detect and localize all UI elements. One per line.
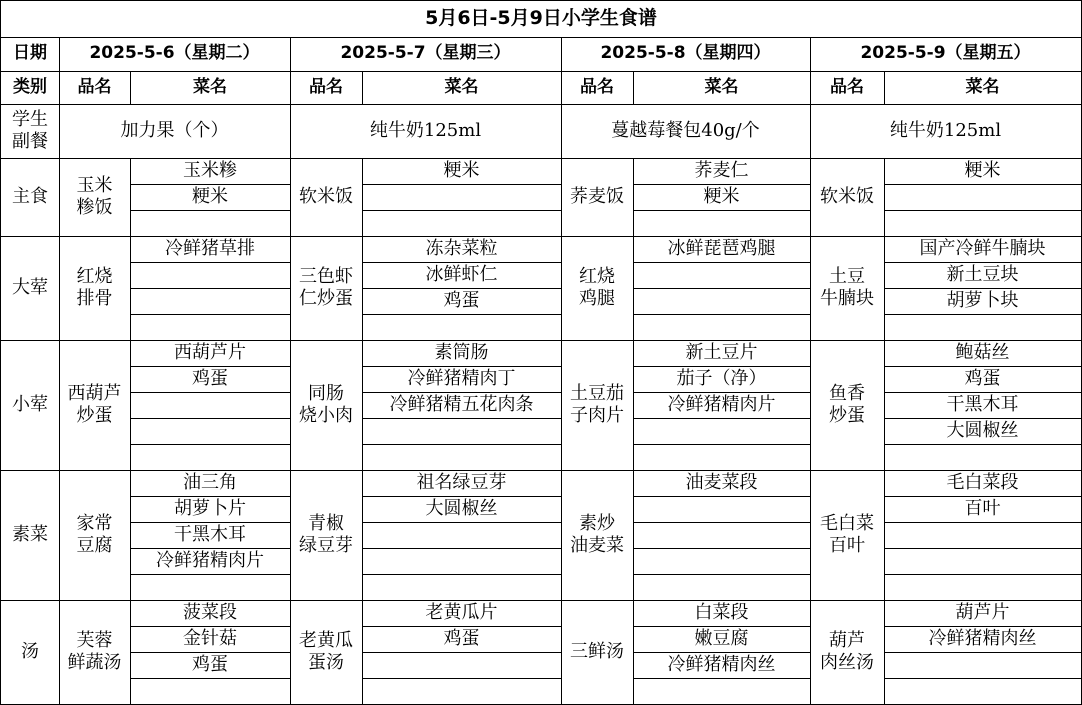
ingredient-cell: 金针菇 [130,626,291,653]
ingredient-cell: 冷鲜猪精肉片 [130,548,291,575]
ingredient-cell: 玉米糁 [130,158,291,185]
ingredient-cell: 胡萝卜块 [884,288,1082,315]
ingredient-cell: 百叶 [884,496,1082,523]
dish-name: 青椒 绿豆芽 [290,470,363,601]
ingredient-cell: 鸡蛋 [884,366,1082,393]
ingredient-cell: 葫芦片 [884,600,1082,627]
ingredient-cell: 茄子（净） [633,366,811,393]
ingredient-cell: 国产冷鲜牛腩块 [884,236,1082,263]
ingredient-cell [884,184,1082,211]
item-header: 品名 [59,71,131,105]
ingredient-cell: 鸡蛋 [130,652,291,679]
ingredient-cell [633,314,811,341]
ingredient-cell: 老黄瓜片 [362,600,562,627]
ingredient-cell [362,678,562,705]
ingredient-cell: 西葫芦片 [130,340,291,367]
ingredient-cell: 冷鲜猪精肉丝 [633,652,811,679]
dish-header: 菜名 [633,71,811,105]
ingredient-cell [884,652,1082,679]
ingredient-cell: 鸡蛋 [130,366,291,393]
ingredient-cell [362,522,562,549]
category-4-label: 汤 [0,600,60,705]
ingredient-cell [130,210,291,237]
category-1-label: 大荤 [0,236,60,341]
ingredient-cell: 荞麦仁 [633,158,811,185]
ingredient-cell [633,418,811,445]
dish-header: 菜名 [362,71,562,105]
dish-name: 鱼香 炒蛋 [810,340,885,471]
ingredient-cell: 粳米 [884,158,1082,185]
ingredient-cell [362,444,562,471]
dish-name: 荞麦饭 [561,158,634,237]
ingredient-cell: 祖名绿豆芽 [362,470,562,497]
ingredient-cell [130,444,291,471]
dish-name: 软米饭 [290,158,363,237]
ingredient-cell [362,574,562,601]
dish-name: 软米饭 [810,158,885,237]
ingredient-cell: 胡萝卜片 [130,496,291,523]
snack-item: 纯牛奶125ml [810,104,1082,159]
category-2-label: 小荤 [0,340,60,471]
ingredient-cell: 油三角 [130,470,291,497]
ingredient-cell [633,288,811,315]
ingredient-cell: 大圆椒丝 [362,496,562,523]
item-header: 品名 [290,71,363,105]
ingredient-cell: 新土豆片 [633,340,811,367]
dish-name: 同肠 烧小肉 [290,340,363,471]
dish-name: 玉米 糁饭 [59,158,131,237]
ingredient-cell: 冷鲜猪精肉片 [633,392,811,419]
ingredient-cell: 鸡蛋 [362,626,562,653]
ingredient-cell [884,574,1082,601]
ingredient-cell [633,262,811,289]
dish-header: 菜名 [884,71,1082,105]
ingredient-cell: 新土豆块 [884,262,1082,289]
ingredient-cell: 干黑木耳 [130,522,291,549]
ingredient-cell: 粳米 [362,158,562,185]
dish-name: 三鲜汤 [561,600,634,705]
dish-name: 老黄瓜 蛋汤 [290,600,363,705]
ingredient-cell [362,418,562,445]
ingredient-cell [633,444,811,471]
dish-name: 西葫芦 炒蛋 [59,340,131,471]
item-header: 品名 [810,71,885,105]
ingredient-cell [362,548,562,575]
ingredient-cell [884,210,1082,237]
ingredient-cell: 冰鲜虾仁 [362,262,562,289]
ingredient-cell: 粳米 [633,184,811,211]
ingredient-cell: 大圆椒丝 [884,418,1082,445]
category-3-label: 素菜 [0,470,60,601]
ingredient-cell [362,210,562,237]
ingredient-cell [633,522,811,549]
snack-item: 蔓越莓餐包40g/个 [561,104,811,159]
dish-header: 菜名 [130,71,291,105]
ingredient-cell [130,392,291,419]
dish-name: 素炒 油麦菜 [561,470,634,601]
day-header: 2025-5-8（星期四） [561,37,811,72]
page-title: 5月6日-5月9日小学生食谱 [0,0,1082,38]
ingredient-cell: 冰鲜琵琶鸡腿 [633,236,811,263]
ingredient-cell: 素筒肠 [362,340,562,367]
ingredient-cell: 冷鲜猪精肉丁 [362,366,562,393]
ingredient-cell [362,652,562,679]
item-header: 品名 [561,71,634,105]
dish-name: 家常 豆腐 [59,470,131,601]
ingredient-cell [633,574,811,601]
ingredient-cell [884,678,1082,705]
ingredient-cell [130,288,291,315]
ingredient-cell: 油麦菜段 [633,470,811,497]
snack-label: 学生 副餐 [0,104,60,159]
ingredient-cell: 冷鲜猪精五花肉条 [362,392,562,419]
ingredient-cell [130,574,291,601]
dish-name: 葫芦 肉丝汤 [810,600,885,705]
ingredient-cell [633,678,811,705]
ingredient-cell [884,522,1082,549]
ingredient-cell [884,444,1082,471]
ingredient-cell: 鲍菇丝 [884,340,1082,367]
dish-name: 芙蓉 鲜蔬汤 [59,600,131,705]
ingredient-cell [884,314,1082,341]
ingredient-cell: 菠菜段 [130,600,291,627]
ingredient-cell: 粳米 [130,184,291,211]
ingredient-cell: 冷鲜猪精肉丝 [884,626,1082,653]
ingredient-cell [130,262,291,289]
snack-item: 纯牛奶125ml [290,104,562,159]
ingredient-cell [884,548,1082,575]
ingredient-cell: 冻杂菜粒 [362,236,562,263]
ingredient-cell [633,548,811,575]
ingredient-cell [362,184,562,211]
ingredient-cell [130,418,291,445]
ingredient-cell [130,314,291,341]
ingredient-cell: 嫩豆腐 [633,626,811,653]
dish-name: 三色虾 仁炒蛋 [290,236,363,341]
snack-item: 加力果（个） [59,104,291,159]
day-header: 2025-5-7（星期三） [290,37,562,72]
ingredient-cell [633,496,811,523]
dish-name: 毛白菜 百叶 [810,470,885,601]
category-0-label: 主食 [0,158,60,237]
dish-name: 土豆 牛腩块 [810,236,885,341]
ingredient-cell: 鸡蛋 [362,288,562,315]
ingredient-cell: 冷鲜猪草排 [130,236,291,263]
date-label: 日期 [0,37,60,72]
ingredient-cell: 干黑木耳 [884,392,1082,419]
dish-name: 红烧 排骨 [59,236,131,341]
ingredient-cell: 毛白菜段 [884,470,1082,497]
ingredient-cell [633,210,811,237]
ingredient-cell: 白菜段 [633,600,811,627]
day-header: 2025-5-6（星期二） [59,37,291,72]
dish-name: 红烧 鸡腿 [561,236,634,341]
dish-name: 土豆茄 子肉片 [561,340,634,471]
category-label: 类别 [0,71,60,105]
ingredient-cell [362,314,562,341]
day-header: 2025-5-9（星期五） [810,37,1082,72]
ingredient-cell [130,678,291,705]
